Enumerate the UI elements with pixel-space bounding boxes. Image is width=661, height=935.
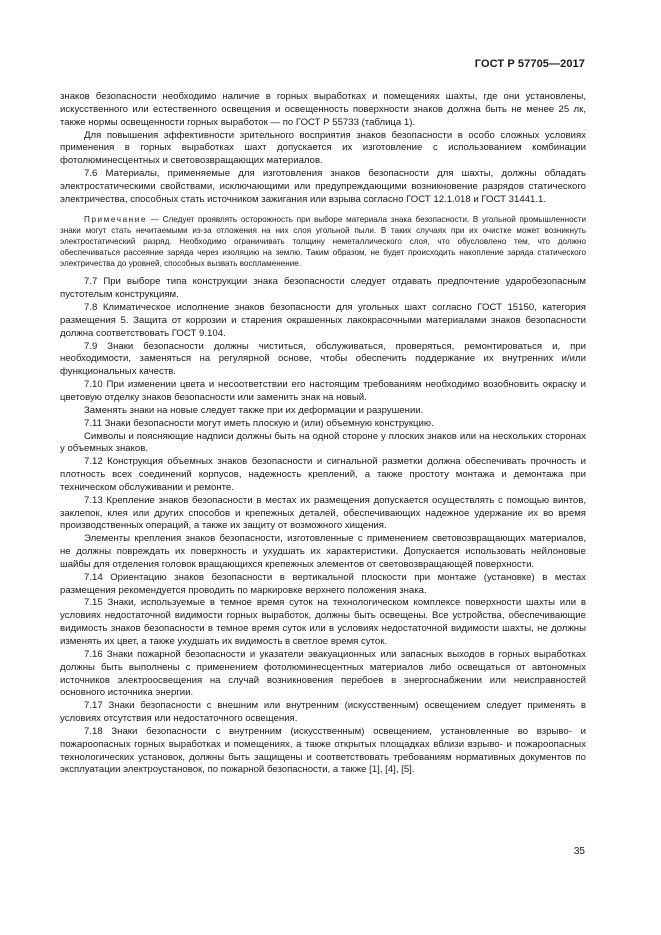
page-number: 35 — [573, 846, 585, 857]
paragraph-7-6: 7.6 Материалы, применяемые для изготовления знаков безопасности для шахты, должны обладать электростатическими свойствами, исключающими или предупреждающими возникновение разрядов статического электричества, способных стать источником зажигания или взрыва согласно ГОСТ 12.1.018 и ГОСТ 31441.1. — [60, 168, 586, 205]
paragraph-illumination: Для повышения эффективности зрительного восприятия знаков безопасности в особо сложных условиях применения в горных выработках шахт допускается их изготовление с использованием комбинации фотолюминесцентных и световозвращающих материалов. — [60, 129, 586, 167]
paragraph-7-7: 7.7 При выборе типа конструкции знака безопасности следует отдавать предпочтение ударобезопасным пустотелым конструкциям. — [60, 276, 586, 301]
note-text: — Следует проявлять осторожность при выборе материала знака безопасности. В угольной промышленности знаки могут стать нечитаемыми из-за отложения на них слоя угольной пыли. В таких случаях при их очистке может возникнуть электростатический разряд. Необходимо ограничивать толщину неметаллического слоя, что обусловлено тем, что должно обеспечиваться рассеяние заряда через изоляцию на землю. Таким образом, не будет происходить накопление заряда статического электричества до уровней, способных вызвать воспламенение. — [60, 214, 586, 269]
paragraph-fastening: Элементы крепления знаков безопасности, изготовленные с применением световозвращающих материалов, не должны повреждать их поверхность и ухудшать их характеристики. Допускается использовать нейлоновые шайбы для отделения головок вращающихся крепежных элементов от световозвращающей поверхности. — [60, 533, 586, 570]
paragraph-7-12: 7.12 Конструкция объемных знаков безопасности и сигнальной разметки должна обеспечивать прочность и плотность всех соединений корпусов, надежность креплений, а также простоту монтажа и демонтажа при техническом обслуживании и ремонте. — [60, 456, 586, 493]
paragraph-7-17: 7.17 Знаки безопасности с внешним или внутренним (искусственным) освещением следует применять в условиях отсутствия или недостаточного освещения. — [60, 700, 586, 725]
paragraph-7-11: 7.11 Знаки безопасности могут иметь плоскую и (или) объемную конструкцию. — [84, 417, 434, 429]
paragraph-7-9: 7.9 Знаки безопасности должны чиститься, обслуживаться, проверяться, ремонтироваться и, при необходимости, заменяться на регулярной основе, чтобы обеспечить поддержание их внутренних и/или функциональных качеств. — [60, 340, 586, 378]
paragraph-7-15: 7.15 Знаки, используемые в темное время суток на технологическом комплексе поверхности шахты или в условиях недостаточной видимости горных выработок, должны быть освещены. Все устройства, обеспечивающие видимость знаков безопасности в темное время суток или в условиях недостаточной видимости шахты, не должны изменять их цвет, а также ухудшать их видимость в светлое время суток. — [60, 597, 586, 647]
note-paragraph — [60, 214, 586, 270]
standard-header: ГОСТ Р 57705—2017 — [474, 58, 585, 70]
paragraph-7-10: 7.10 При изменении цвета и несоответствии его настоящим требованиям необходимо возобновить окраску и цветовую отделку знаков безопасности или заменить знак на новый. — [60, 379, 586, 403]
paragraph-7-13: 7.13 Крепление знаков безопасности в местах их размещения допускается осуществлять с помощью винтов, заклепок, клея или других способов и крепежных деталей, обеспечивающих надежное удержание их во время производственных операций, а также их защиту от возможного хищения. — [60, 494, 586, 532]
paragraph-7-16: 7.16 Знаки пожарной безопасности и указатели эвакуационных или запасных выходов в горных выработках должны быть выполнены с применением фотолюминесцентных материалов либо освещаться от автономных источников электроосвещения на случай возникновения перебоев в энергоснабжении или неисправностей основного источника энергии. — [60, 648, 586, 699]
paragraph-7-14: 7.14 Ориентацию знаков безопасности в вертикальной плоскости при монтаже (установке) в местах размещения рекомендуется проводить по маркировке верхнего положения знака. — [60, 571, 586, 596]
paragraph-7-18: 7.18 Знаки безопасности с внутренним (искусственным) освещением, установленные во взрыво- и пожароопасных горных выработках и помещениях, а также открытых площадках вблизи взрыво- и пожароопасных технологических установок, должны быть защищены и соответствовать требованиям нормативных документов по эксплуатации электроустановок, по пожарной безопасности, а также [1], [4], [5]. — [60, 725, 586, 776]
paragraph-continuation: знаков безопасности необходимо наличие в горных выработках и помещениях шахты, где они установлены, искусственного или естественного освещения и освещенность поверхности знаков должна быть не менее 25 лк, также нормы освещенности горных выработок — по ГОСТ Р 55733 (таблица 1). — [60, 91, 586, 128]
body-text — [60, 91, 586, 777]
note-label: Примечание — [84, 214, 148, 224]
paragraph-7-8: 7.8 Климатическое исполнение знаков безопасности для угольных шахт согласно ГОСТ 15150, категория размещения 5. Защита от коррозии и старения окрашенных лакокрасочными материалами знаков безопасности должна соответствовать ГОСТ 9.104. — [60, 302, 586, 339]
paragraph-replace-signs: Заменять знаки на новые следует также при их деформации и разрушении. — [84, 404, 424, 416]
paragraph-symbols: Символы и поясняющие надписи должны быть на одной стороне у плоских знаков или на нескольких сторонах у объемных знаков. — [60, 430, 586, 455]
